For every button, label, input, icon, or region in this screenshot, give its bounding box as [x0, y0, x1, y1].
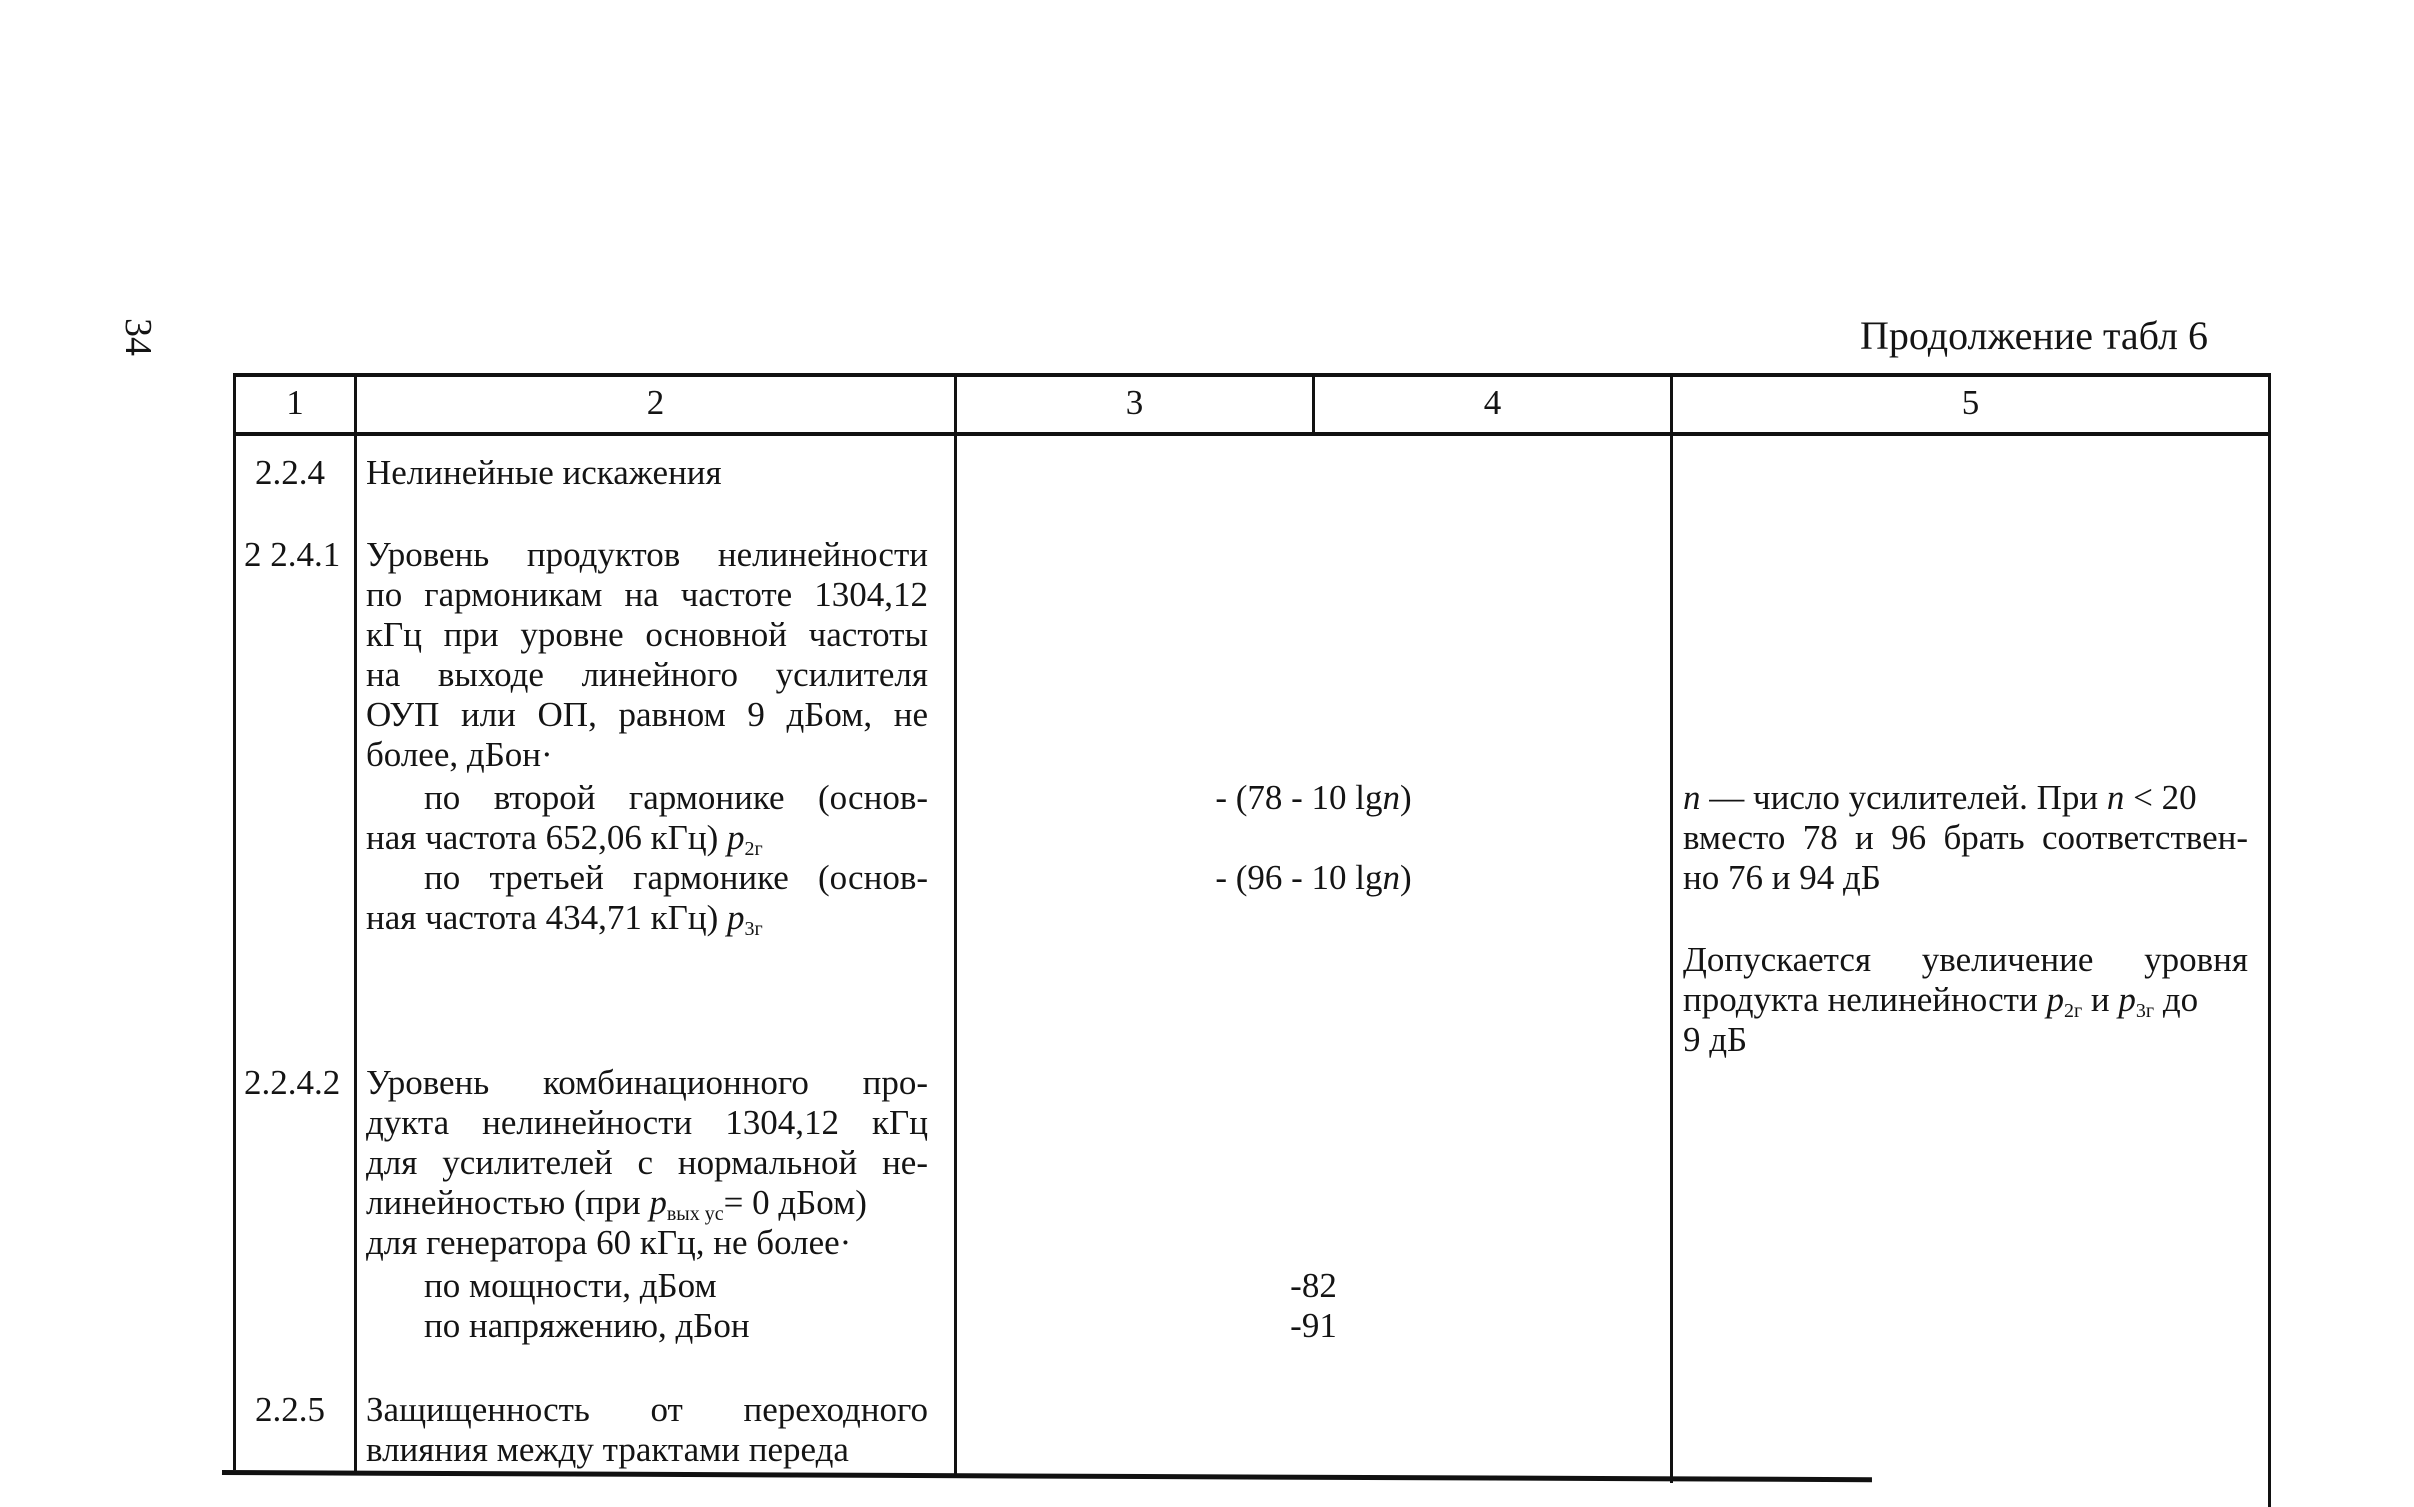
row-text-line: для усилителей с нормальной не- — [366, 1143, 928, 1182]
row-text-line: Защищенность от переходного — [366, 1390, 928, 1429]
header-col-2: 2 — [646, 383, 665, 422]
header-bottom-border — [233, 432, 2271, 436]
header-col-1: 1 — [286, 383, 304, 422]
sub-item-third-harmonic-cont: ная частота 434,71 кГц) $p_{3г}$ — [366, 898, 763, 940]
value-voltage: -91 — [1290, 1306, 1337, 1345]
row-text-line: Уровень комбинационного про- — [366, 1063, 928, 1102]
row-text-line: Уровень продуктов нелинейности — [366, 535, 928, 574]
row-text-line: более, дБон· — [366, 735, 553, 774]
row-text-line: влияния между трактами переда — [366, 1430, 849, 1469]
note-line: продукта нелинейности $p_{2г}$ и $p_{3г}$ до — [1683, 980, 2199, 1022]
note-line: вместо 78 и 96 брать соответствен- — [1683, 818, 2248, 857]
col-border-4-5 — [1670, 373, 1673, 1483]
header-col-4: 4 — [1483, 383, 1502, 422]
col-border-left — [233, 373, 236, 1470]
sub-item-third-harmonic: по третьей гармонике (основ- — [424, 858, 928, 897]
row-text-line: по гармоникам на частоте 1304,12 — [366, 575, 928, 614]
header-col-5: 5 — [1961, 383, 1980, 422]
page-number: 34 — [117, 318, 159, 356]
row-title: Нелинейные искажения — [366, 453, 722, 492]
value-second-harmonic: - (78 - 10 lgn) — [1215, 778, 1412, 817]
note-line: но 76 и 94 дБ — [1683, 858, 1881, 897]
sub-item-power: по мощности, дБом — [424, 1266, 717, 1305]
row-text-line: линейностью (при $p_{вых ус}= 0$ дБом) — [366, 1183, 867, 1225]
row-text-line: для генератора 60 кГц, не более· — [366, 1223, 852, 1262]
table-caption: Продолжение табл 6 — [1860, 313, 2208, 358]
note-amplifier-count: n — число усилителей. При n < 20 — [1683, 778, 2197, 817]
col-border-right — [2268, 373, 2271, 1507]
row-text-line: ОУП или ОП, равном 9 дБом, не — [366, 695, 928, 734]
table-bottom-border — [222, 1470, 1872, 1482]
table-top-border — [233, 373, 2271, 377]
row-text-line: кГц при уровне основной частоты — [366, 615, 928, 654]
sub-item-voltage: по напряжению, дБон — [424, 1306, 750, 1345]
note-line: 9 дБ — [1683, 1020, 1748, 1059]
value-power: -82 — [1290, 1266, 1337, 1305]
note-line: Допускается увеличение уровня — [1683, 940, 2248, 979]
row-text-line: дукта нелинейности 1304,12 кГц — [366, 1103, 928, 1142]
sub-item-second-harmonic: по второй гармонике (основ- — [424, 778, 928, 817]
row-id: 2.2.5 — [255, 1390, 325, 1429]
col-border-1-2 — [354, 373, 357, 1473]
sub-item-second-harmonic-cont: ная частота 652,06 кГц) $p_{2г}$ — [366, 818, 763, 860]
row-id: 2.2.4.2 — [244, 1063, 341, 1102]
row-id: 2.2.4 — [255, 453, 325, 492]
value-third-harmonic: - (96 - 10 lgn) — [1215, 858, 1412, 897]
row-text-line: на выходе линейного усилителя — [366, 655, 928, 694]
row-id: 2 2.4.1 — [244, 535, 341, 574]
header-col-3: 3 — [1125, 383, 1144, 422]
